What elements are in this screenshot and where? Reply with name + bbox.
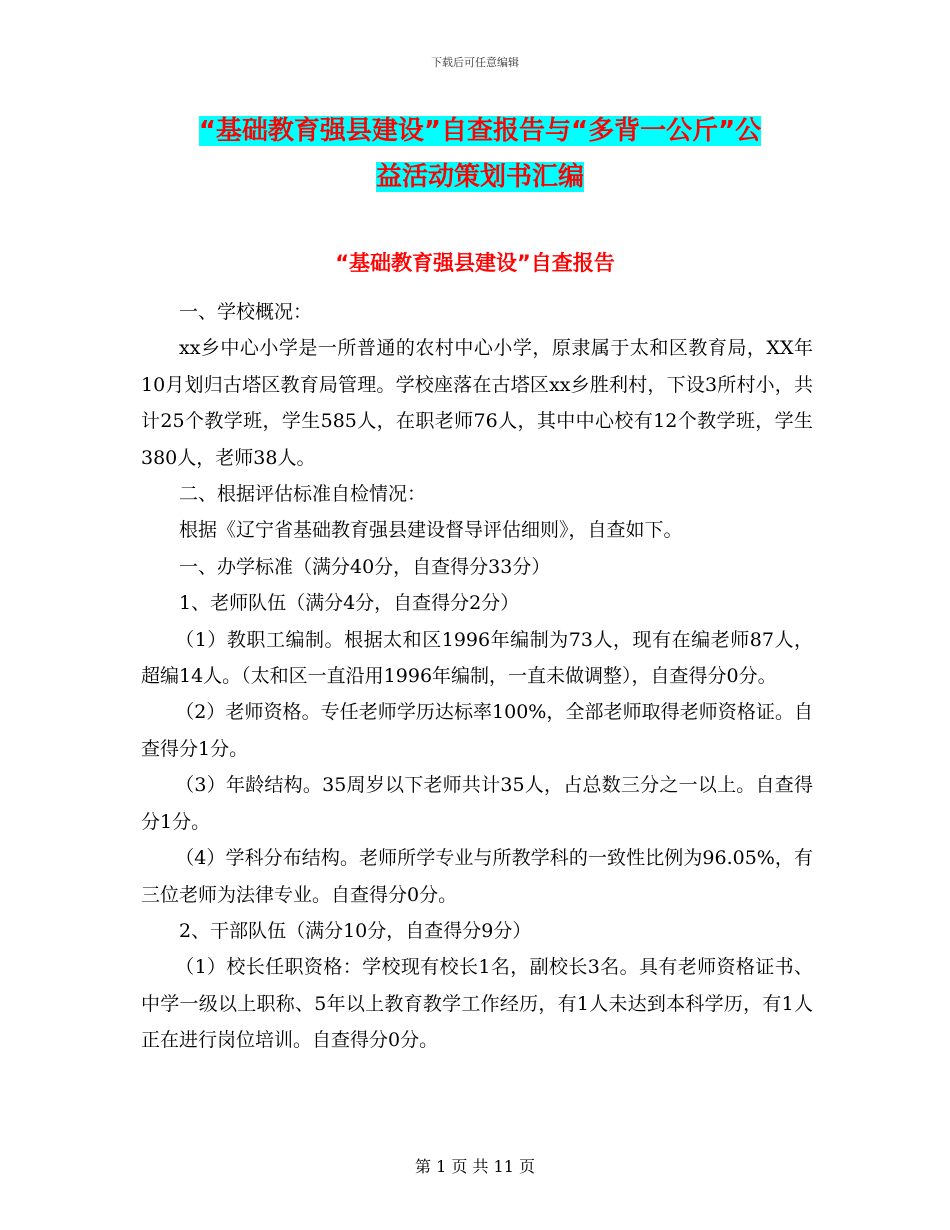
paragraph: （1）校长任职资格：学校现有校长1名，副校长3名。具有老师资格证书、中学一级以上职称、5年以上教育教学工作经历，有1人未达到本科学历，有1人正在进行岗位培训。自查得分0分。: [141, 956, 813, 1052]
title-line-1: “基础教育强县建设”自查报告与“多背一公斤”公: [198, 116, 762, 146]
paragraph: 一、学校概况：: [179, 301, 313, 323]
paragraph: 二、根据评估标准自检情况：: [179, 483, 427, 506]
paragraph: （1）教职工编制。根据太和区1996年编制为73人，现有在编老师87人，超编14人。（太和区一直沿用1996年编制，一直未做调整），自查得分0分。: [141, 628, 813, 688]
paragraph: 1、老师队伍（满分4分，自查得分2分）: [179, 592, 520, 615]
paragraph: （2）老师资格。专任老师学历达标率100%，全部老师取得老师资格证。自查得分1分。: [141, 701, 813, 760]
paragraph: 2、干部队伍（满分10分，自查得分9分）: [179, 919, 532, 942]
document-body: [141, 294, 813, 1059]
paragraph: 一、办学标准（满分40分，自查得分33分）: [179, 555, 551, 578]
paragraph: xx乡中心小学是一所普通的农村中心小学，原隶属于太和区教育局，XX年10月划归古塔区教育局管理。学校座落在古塔区xx乡胜利村，下设3所村小，共计25个教学班，学生585人，在职老师76人，其中中心校有12个教学班，学生380人，老师38人。: [141, 337, 813, 469]
page-number: 第 1 页 共 11 页: [415, 1157, 535, 1176]
title-line-2: 益活动策划书汇编: [375, 162, 584, 192]
page-header-note: 下载后可任意编辑: [431, 56, 519, 69]
document-title: [140, 108, 820, 200]
section-title: “基础教育强县建设”自查报告: [335, 251, 615, 275]
paragraph: 根据《辽宁省基础教育强县建设督导评估细则》，自查如下。: [179, 519, 683, 542]
paragraph: （3）年龄结构。35周岁以下老师共计35人，占总数三分之一以上。自查得分1分。: [141, 774, 813, 833]
paragraph: （4）学科分布结构。老师所学专业与所教学科的一致性比例为96.05%，有三位老师为法律专业。自查得分0分。: [141, 847, 813, 906]
